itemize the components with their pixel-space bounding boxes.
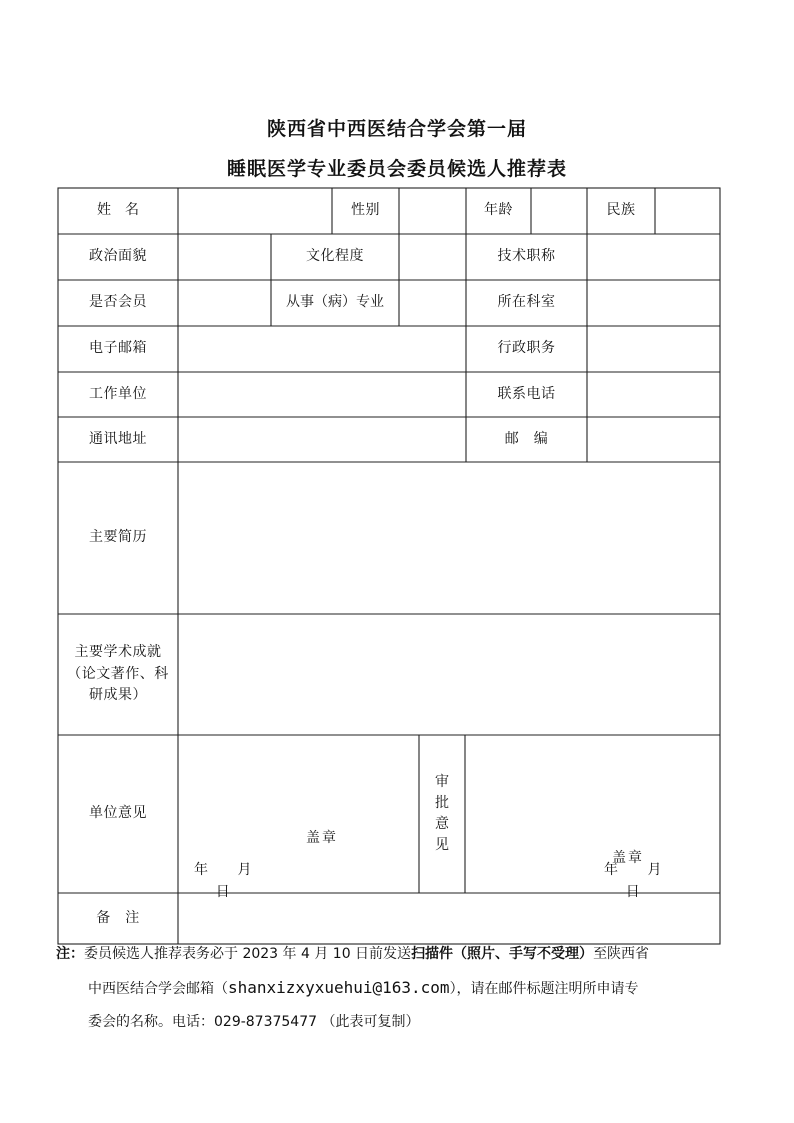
resume-field[interactable] <box>178 462 720 614</box>
form-title-line1: 陕西省中西医结合学会第一届 <box>266 118 527 140</box>
approval-char-4: 见 <box>435 837 449 853</box>
name-field[interactable] <box>178 188 332 234</box>
gender-label: 性别 <box>351 202 380 219</box>
email-label: 电子邮箱 <box>89 340 147 357</box>
work-unit-label: 工作单位 <box>89 385 147 402</box>
admin-post-field[interactable] <box>587 326 720 372</box>
ethnicity-field[interactable] <box>655 188 720 234</box>
note-line2-b: ），请在邮件标题注明所申请专 <box>449 981 639 997</box>
ethnicity-label: 民族 <box>606 202 636 219</box>
unit-stamp-label: 盖章 <box>306 830 338 847</box>
form-title-line2: 睡眠医学专业委员会委员候选人推荐表 <box>226 158 567 180</box>
phone-label: 联系电话 <box>497 385 556 402</box>
achievements-label: 主要学术成就（论文著作、科研成果） <box>67 643 169 704</box>
admin-post-label: 行政职务 <box>497 340 556 357</box>
department-field[interactable] <box>587 280 720 326</box>
approval-char-2: 批 <box>435 795 449 811</box>
education-label: 文化程度 <box>306 248 364 265</box>
is-member-field[interactable] <box>178 280 271 326</box>
education-field[interactable] <box>399 234 466 280</box>
note-line2 <box>56 971 746 1006</box>
tech-title-label: 技术职称 <box>497 248 556 265</box>
footnote <box>56 938 746 1039</box>
note-bold: 扫描件（照片、手写不受理） <box>411 946 594 962</box>
is-member-label: 是否会员 <box>89 294 147 311</box>
note-prefix: 注： <box>56 946 84 962</box>
approval-date-label: 年 月 日 <box>604 862 691 900</box>
note-email[interactable]: shanxizxyxuehui@163.com <box>228 978 450 997</box>
postcode-field[interactable] <box>587 417 720 462</box>
note-line2-a: 中西医结合学会邮箱（ <box>88 981 228 997</box>
resume-label: 主要简历 <box>89 529 147 546</box>
postcode-label: 邮 编 <box>504 430 549 447</box>
age-field[interactable] <box>531 188 587 234</box>
specialty-label: 从事（病）专业 <box>286 294 384 311</box>
tech-title-field[interactable] <box>587 234 720 280</box>
approval-opinion-label <box>419 772 465 858</box>
specialty-field[interactable] <box>399 280 466 326</box>
phone-field[interactable] <box>587 372 720 417</box>
gender-field[interactable] <box>399 188 466 234</box>
work-unit-field[interactable] <box>178 372 466 417</box>
note-part2: 至陕西省 <box>593 946 650 962</box>
age-label: 年龄 <box>484 202 513 219</box>
note-part1: 委员候选人推荐表务必于 2023 年 4 月 10 日前发送 <box>84 946 412 962</box>
political-field[interactable] <box>178 234 271 280</box>
email-field[interactable] <box>178 326 466 372</box>
remarks-label: 备 注 <box>96 909 140 926</box>
address-label: 通讯地址 <box>89 430 147 447</box>
address-field[interactable] <box>178 417 466 462</box>
note-line3: 委会的名称。电话：029-87375477 （此表可复制） <box>88 1014 420 1030</box>
political-label: 政治面貌 <box>89 248 147 265</box>
unit-opinion-label: 单位意见 <box>89 805 147 822</box>
approval-char-1: 审 <box>435 774 449 790</box>
remarks-field[interactable] <box>178 893 720 944</box>
department-label: 所在科室 <box>497 294 556 311</box>
approval-char-3: 意 <box>435 816 449 832</box>
name-label: 姓 名 <box>97 202 139 219</box>
unit-date-label: 年 月 日 <box>194 862 281 900</box>
achievements-field[interactable] <box>178 614 720 735</box>
approval-stamp-label: 盖章 <box>612 850 644 867</box>
